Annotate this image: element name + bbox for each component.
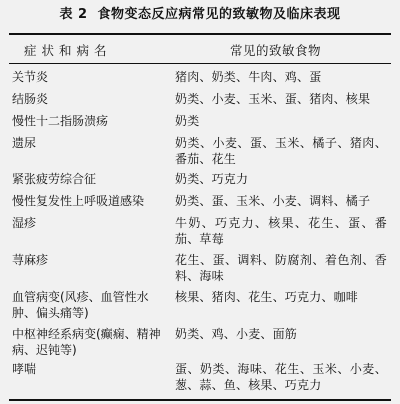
table-row-symptom: 遗尿 [12,136,37,150]
table-caption: 食物变态反应病常见的致敏物及临床表现 [97,7,341,22]
table-row-foods: 奶类、小麦、蛋、玉米、橘子、猪肉、番茄、花生 [175,136,387,166]
table-row-foods: 奶类、蛋、玉米、小麦、调料、橘子 [175,194,371,208]
table-row-symptom: 慢性复发性上呼吸道感染 [12,194,145,208]
top-rule [9,33,391,35]
table-row-foods: 花生、蛋、调料、防腐剂、着色剂、香料、海味 [175,253,387,283]
table-row-symptom: 血管病变(风疹、血管性水肿、偏头痛等) [12,290,149,320]
table-row-foods: 牛奶、巧克力、核果、花生、蛋、番茄、草莓 [175,216,387,246]
table-row-symptom: 哮喘 [12,362,37,376]
header-symptom: 症状和病名 [24,43,112,58]
table-row-symptom: 结肠炎 [12,92,49,106]
table-row-foods: 奶类 [175,114,200,128]
table-row-symptom: 关节炎 [12,70,49,84]
table-row-foods: 核果、猪肉、花生、巧克力、咖啡 [175,290,359,304]
table-row-symptom: 湿疹 [12,216,37,230]
header-rule [9,63,391,64]
header-foods: 常见的致敏食物 [230,43,322,58]
table-row-foods: 奶类、鸡、小麦、面筋 [175,327,298,341]
table-row-symptom: 慢性十二指肠溃疡 [12,114,109,128]
bottom-rule [9,399,391,401]
table-row-symptom: 中枢神经系病变(癫痫、精神病、迟钝等) [12,327,161,357]
table-row-symptom: 紧张疲劳综合征 [12,172,97,186]
table-row-foods: 蛋、奶类、海味、花生、玉米、小麦、葱、蒜、鱼、核果、巧克力 [175,362,387,392]
table-title [0,3,400,22]
table-row-foods: 猪肉、奶类、牛肉、鸡、蛋 [175,70,322,84]
table-row-foods: 奶类、巧克力 [175,172,249,186]
table-row-foods: 奶类、小麦、玉米、蛋、猪肉、核果 [175,92,371,106]
table-row-symptom: 荨麻疹 [12,253,49,267]
table-number: 表 2 [59,7,88,22]
